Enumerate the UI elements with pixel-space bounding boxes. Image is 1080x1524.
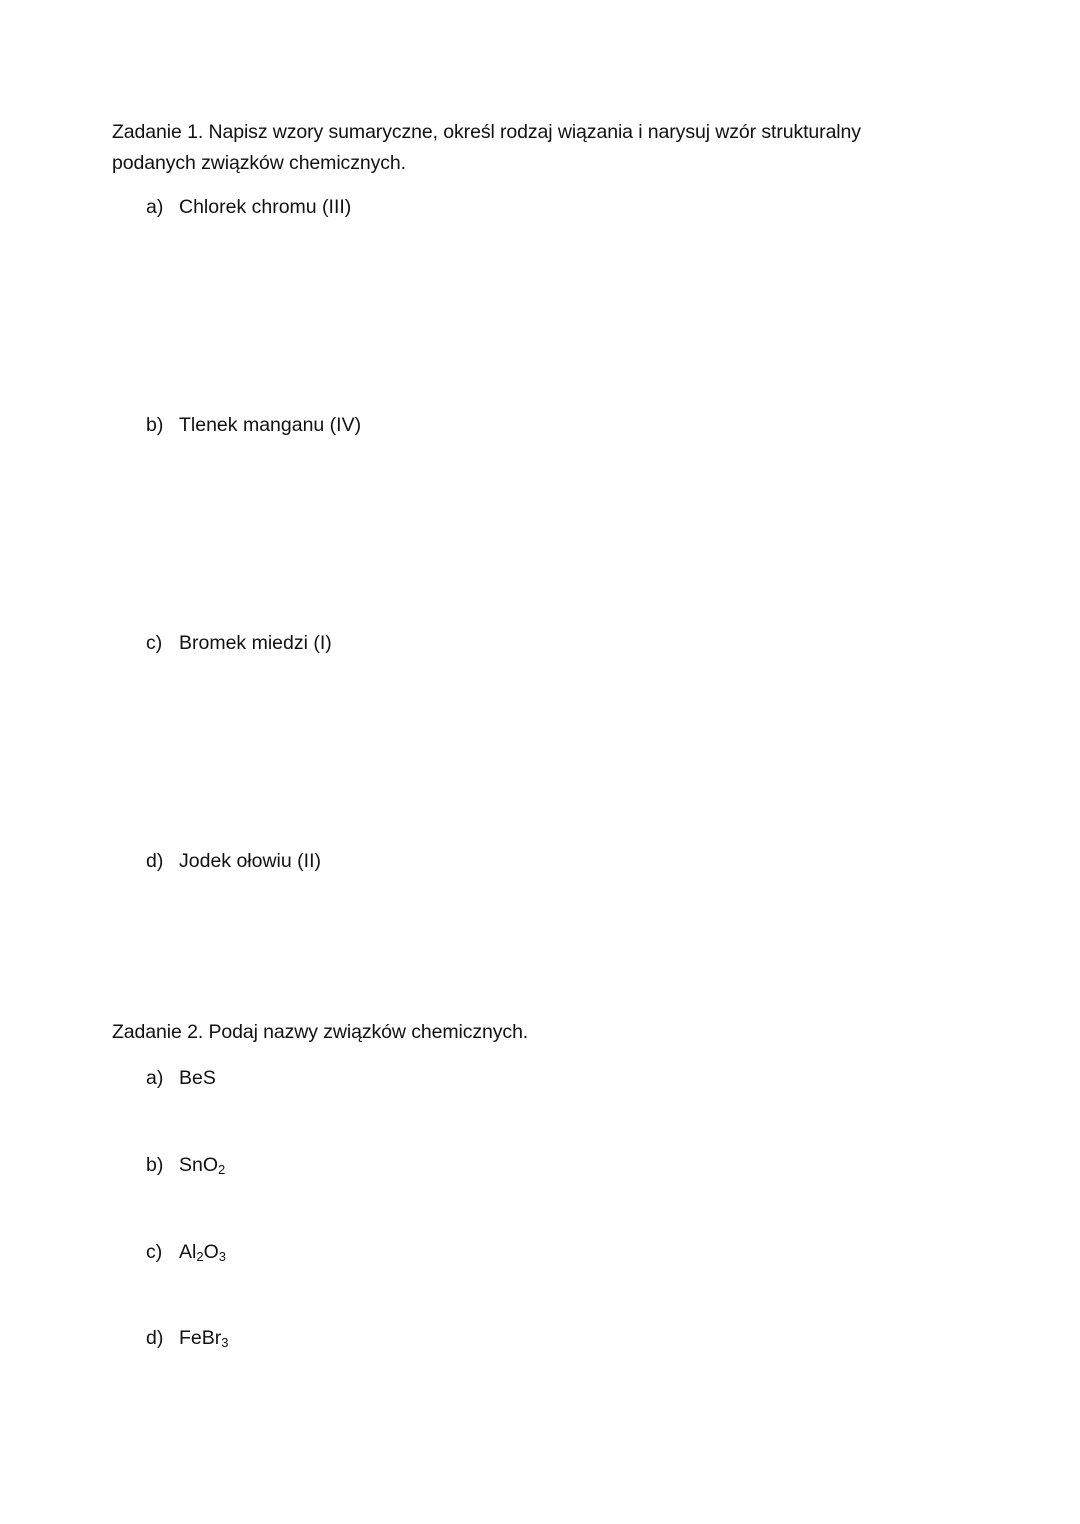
item-letter: a)	[146, 196, 164, 218]
task-1-heading-line-1: Zadanie 1. Napisz wzory sumaryczne, określ rodzaj wiązania i narysuj wzór strukturalny	[112, 121, 861, 143]
item-letter: d)	[146, 1327, 164, 1349]
compound-name: Chlorek chromu (III)	[179, 196, 352, 218]
compound-name: Jodek ołowiu (II)	[179, 850, 321, 872]
item-letter: d)	[146, 850, 164, 872]
task-1-item-b	[146, 412, 361, 438]
task-2-item-a	[146, 1065, 216, 1091]
chemical-formula: $Al_2O_3$	[179, 1241, 226, 1264]
compound-name: Bromek miedzi (I)	[179, 632, 332, 654]
item-letter: c)	[146, 632, 163, 654]
task-1-heading	[112, 117, 912, 179]
chemical-formula: BeS	[179, 1067, 216, 1089]
task-1-item-d	[146, 848, 321, 874]
chemical-formula: SnO$_2$	[179, 1154, 226, 1177]
task-1-item-c	[146, 630, 332, 656]
item-letter: c)	[146, 1241, 163, 1263]
item-letter: b)	[146, 414, 164, 436]
task-1-item-a	[146, 194, 351, 220]
task-2-item-c	[146, 1239, 226, 1265]
chemical-formula: FeBr$_3$	[179, 1327, 229, 1350]
compound-name: Tlenek manganu (IV)	[179, 414, 362, 436]
item-letter: a)	[146, 1067, 164, 1089]
task-1-heading-line-2: podanych związków chemicznych.	[112, 152, 406, 174]
task-2-item-b	[146, 1152, 225, 1178]
task-2-heading: Zadanie 2. Podaj nazwy związków chemicznych.	[112, 1021, 529, 1043]
item-letter: b)	[146, 1154, 164, 1176]
task-2-item-d	[146, 1325, 229, 1351]
